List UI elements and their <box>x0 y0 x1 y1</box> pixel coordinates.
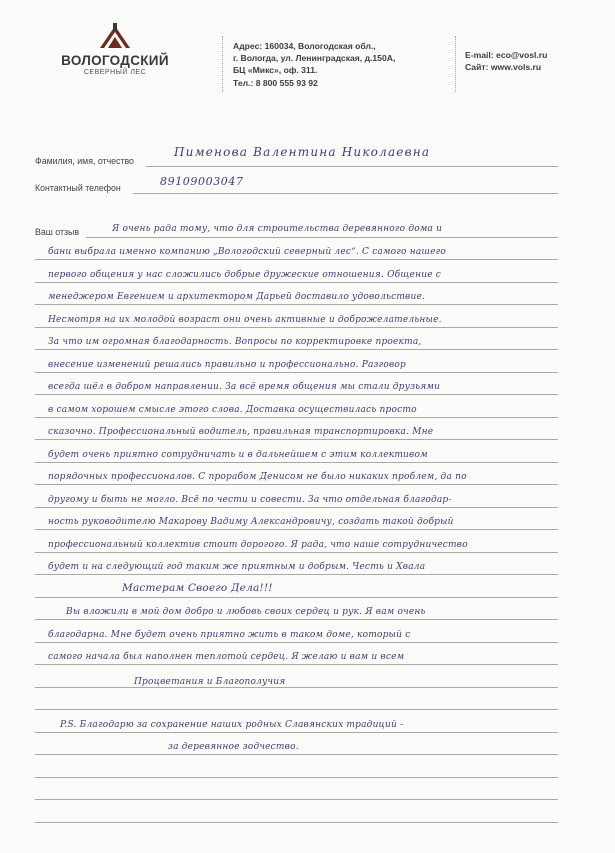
company-logo <box>55 22 175 76</box>
ruled-line <box>35 484 558 485</box>
ruled-line <box>35 709 558 710</box>
ruled-line <box>35 529 558 530</box>
ruled-line <box>35 327 558 328</box>
company-contacts <box>465 49 547 73</box>
review-line: За что им огромная благодарность. Вопросы по корректировке проекта, <box>48 337 422 347</box>
review-line: первого общения у нас сложились добрые дружеские отношения. Общение с <box>48 270 442 280</box>
ruled-line <box>35 462 558 463</box>
ruled-line <box>35 349 558 350</box>
review-line: всегда шёл в добром направлении. За всё время общения мы стали друзьями <box>48 382 441 392</box>
name-field-line <box>146 166 558 167</box>
website-line: Сайт: www.vols.ru <box>465 62 542 73</box>
phone-value: 89109003047 <box>160 175 244 188</box>
ruled-line <box>35 619 558 620</box>
ruled-line <box>35 259 558 260</box>
review-line: профессиональный коллектив стоит дорогого. Я рада, что наше сотрудничество <box>48 540 468 550</box>
ruled-line <box>35 687 558 688</box>
review-line: самого начала был наполнен теплотой сердец. Я желаю и вам и всем <box>48 652 405 662</box>
ruled-line <box>35 372 558 373</box>
review-line: менеджером Евгением и архитектором Дарьей доставило удовольствие. <box>48 292 426 302</box>
review-line: благодарна. Мне будет очень приятно жить в таком доме, который с <box>48 630 411 640</box>
ruled-line <box>35 664 558 665</box>
review-line: будет очень приятно сотрудничать и в дальнейшем с этим коллективом <box>48 450 428 460</box>
brand-subtitle: СЕВЕРНЫЙ ЛЕС <box>83 69 147 76</box>
review-line: ность руководителю Макарову Вадиму Александровичу, создать такой добрый <box>48 517 454 527</box>
review-line: Вы вложили в мой дом добро и любовь своих сердец и рук. Я вам очень <box>66 607 426 617</box>
address-line: Адрес: 160034, Вологодская обл., <box>233 41 376 51</box>
name-value: Пименова Валентина Николаевна <box>174 145 431 159</box>
review-label: Ваш отзыв <box>35 227 80 237</box>
name-label: Фамилия, имя, отчество <box>35 156 134 166</box>
ruled-line <box>35 304 558 305</box>
review-line: Мастерам Своего Дела!!! <box>122 582 273 594</box>
review-line: другому и быть не могло. Всё по чести и совести. За что отдельная благодар- <box>48 495 452 505</box>
ruled-line <box>35 822 558 823</box>
review-line: бани выбрала именно компанию „Вологодский северный лес“. С самого нашего <box>48 247 447 257</box>
ruled-line <box>35 777 558 778</box>
review-line: порядочных профессионалов. С прорабом Денисом не было никаких проблем, да по <box>48 472 467 482</box>
review-line: за деревянное зодчество. <box>168 742 299 752</box>
header-divider <box>222 36 223 92</box>
phone-line: Тел.: 8 800 555 93 92 <box>233 77 318 88</box>
ruled-line <box>35 282 558 283</box>
address-line: г. Вологда, ул. Ленинградская, д.150А, <box>233 53 396 64</box>
ruled-line <box>35 394 558 395</box>
review-line: Я очень рада тому, что для строительства деревянного дома и <box>112 224 443 234</box>
ruled-line <box>86 237 558 238</box>
phone-field-line <box>133 193 558 194</box>
house-roof-icon <box>96 22 134 50</box>
ruled-line <box>35 417 558 418</box>
ruled-line <box>35 574 558 575</box>
review-line: сказочно. Профессиональный водитель, правильная транспортировка. Мне <box>48 427 434 437</box>
review-line: будет и на следующий год таким же приятным и добрым. Честь и Хвала <box>48 562 426 572</box>
header-divider <box>455 36 456 92</box>
email-line: E-mail: eco@vosl.ru <box>465 50 548 60</box>
phone-label: Контактный телефон <box>35 183 121 193</box>
review-line: внесение изменений решались правильно и профессионально. Разговор <box>48 360 407 370</box>
ruled-line <box>35 642 558 643</box>
ruled-line <box>35 597 558 598</box>
ruled-line <box>35 732 558 733</box>
review-line: Процветания и Благополучия <box>134 677 286 687</box>
ruled-line <box>35 439 558 440</box>
review-line: в самом хорошем смысле этого слова. Доставка осуществилась просто <box>48 405 417 415</box>
company-address <box>233 40 395 89</box>
address-line: БЦ «Микс», оф. 311. <box>233 65 318 76</box>
ruled-line <box>35 552 558 553</box>
ruled-line <box>35 754 558 755</box>
ruled-line <box>35 799 558 800</box>
brand-name: ВОЛОГОДСКИЙ <box>61 53 169 68</box>
ruled-line <box>35 507 558 508</box>
review-line: Несмотря на их молодой возраст они очень активные и доброжелательные. <box>48 315 442 325</box>
review-line: P.S. Благодарю за сохранение наших родных Славянских традиций - <box>60 720 404 730</box>
